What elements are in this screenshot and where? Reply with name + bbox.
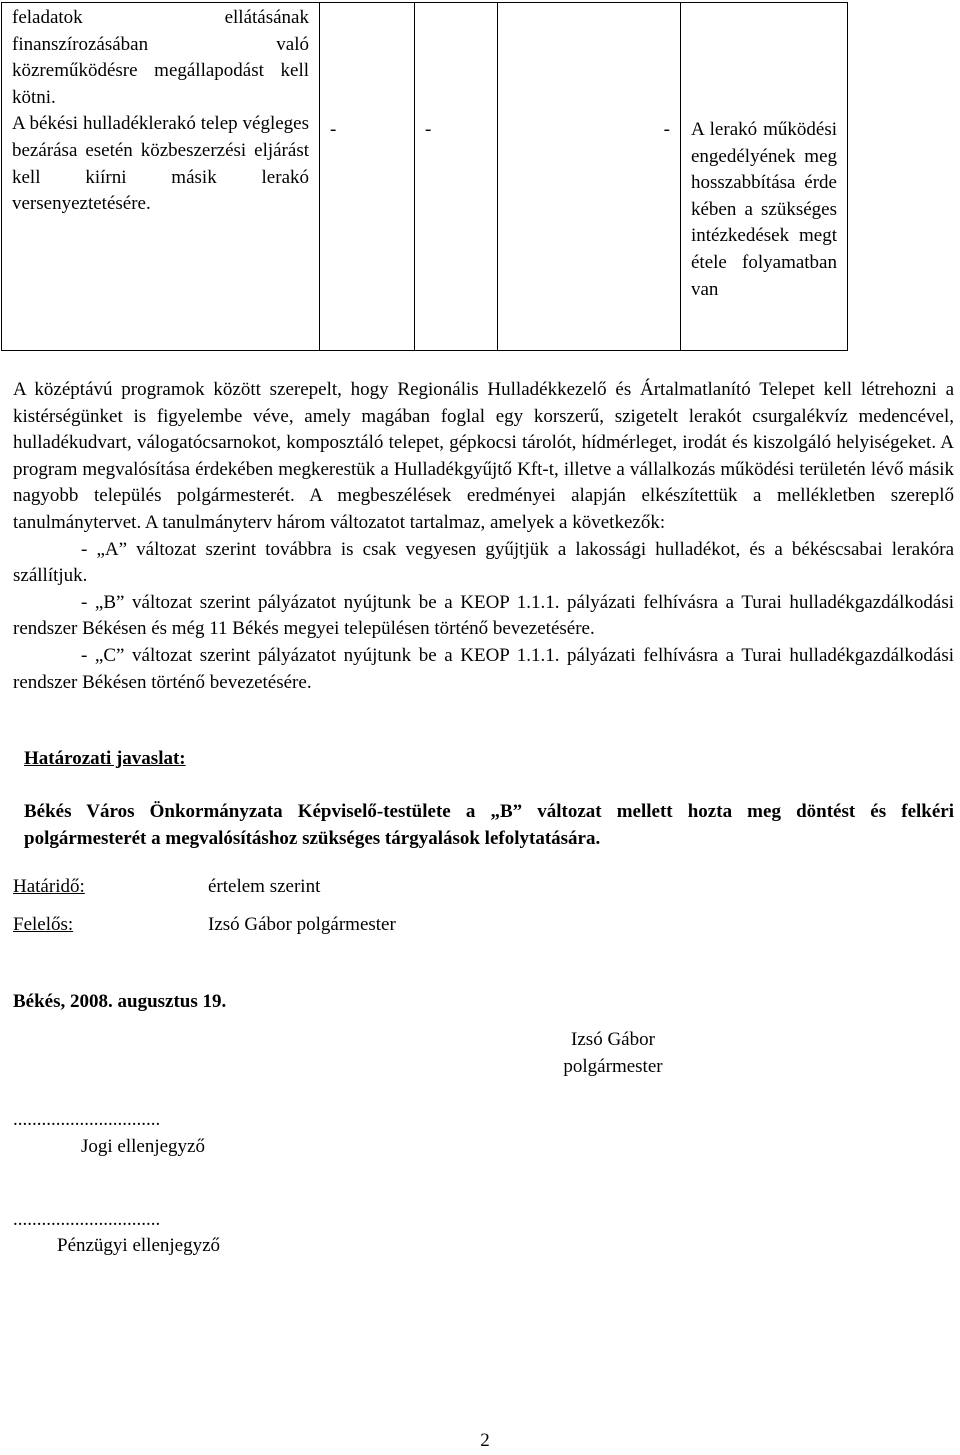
responsible-value: Izsó Gábor polgármester (208, 914, 396, 935)
table-row (2, 3, 848, 351)
dash-cell-3 (498, 3, 681, 351)
task-cell (2, 3, 320, 351)
financial-label: Pénzügyi ellenjegyző (57, 1235, 221, 1256)
place-date: Békés, 2008. augusztus 19. (13, 991, 227, 1012)
deadline-value: értelem szerint (208, 876, 321, 897)
resolution-heading: Határozati javaslat: (24, 748, 186, 769)
resolution-text: Békés Város Önkormányzata Képviselő-testülete a „B” változat mellett hozta meg döntést és felkéri polgármesterét a megvalósításhoz szükséges tárgyalások lefolytatására. (24, 801, 954, 849)
financial-dots: ............................... (13, 1209, 161, 1230)
status-text: A lerakó működési engedélyének meghosszabbítása érdekében a szükséges intézkedések megtétele folyamatban van (691, 119, 837, 300)
dash-1: - (330, 119, 337, 140)
deadline-label: Határidő: (13, 876, 85, 897)
legal-label: Jogi ellenjegyző (81, 1136, 205, 1157)
dash-3: - (663, 119, 670, 140)
option-a: - „A” változat szerint továbbra is csak vegyesen gyűjtjük a lakossági hulladékot, és a békéscsabai lerakóra szállítjuk. (13, 538, 954, 587)
page-number: 2 (480, 1430, 490, 1451)
task-table (1, 2, 848, 351)
dash-cell-1 (320, 3, 415, 351)
signature-block (552, 1027, 674, 1080)
dash-2: - (425, 119, 432, 140)
option-b: - „B” változat szerint pályázatot nyújtunk be a KEOP 1.1.1. pályázati felhívásra a Turai hulladékgazdálkodási rendszer Békésen és még 11 Békés megyei településen történő bevezetésére. (13, 591, 954, 640)
dash-cell-2 (415, 3, 498, 351)
signer-title: polgármester (563, 1055, 663, 1077)
legal-dots: ............................... (13, 1109, 161, 1130)
responsible-label: Felelős: (13, 914, 74, 935)
body-text (13, 377, 954, 696)
status-cell (681, 3, 848, 351)
paragraph-intro: A középtávú programok között szerepelt, hogy Regionális Hulladékkezelő és Ártalmatlanító Telepet kell létrehozni a kistérségünket is figyelembe véve, amely magában foglal egy korszerű, szigetelt lerakót csurgalékvíz medencével, hulladékudvart, válogatócsarnokot, komposztáló telepet, gépkocsi tárolót, hídmérleget, irodát és kiszolgáló helyiségeket. A program megvalósítása érdekében megkerestük a Hulladékgyűjtő Kft-t, illetve a vállalkozás működési területén lévő másik nagyobb település polgármesterét. A megbeszélések eredményei alapján elkészítettük a mellékletben szereplő tanulmánytervet. A tanulmányterv három változatot tartalmaz, amelyek a következők: (13, 379, 954, 533)
task-text-1: feladatok ellátásának finanszírozásában való közreműködésre megállapodást kell kötni. (12, 7, 309, 108)
task-text-2: A békési hulladéklerakó telep végleges bezárása esetén közbeszerzési eljárást kell kiírni másik lerakó versenyeztetésére. (12, 113, 309, 215)
signer-name: Izsó Gábor (571, 1029, 655, 1050)
option-c: - „C” változat szerint pályázatot nyújtunk be a KEOP 1.1.1. pályázati felhívásra a Turai hulladékgazdálkodási rendszer Békésen történő bevezetésére. (13, 644, 954, 693)
